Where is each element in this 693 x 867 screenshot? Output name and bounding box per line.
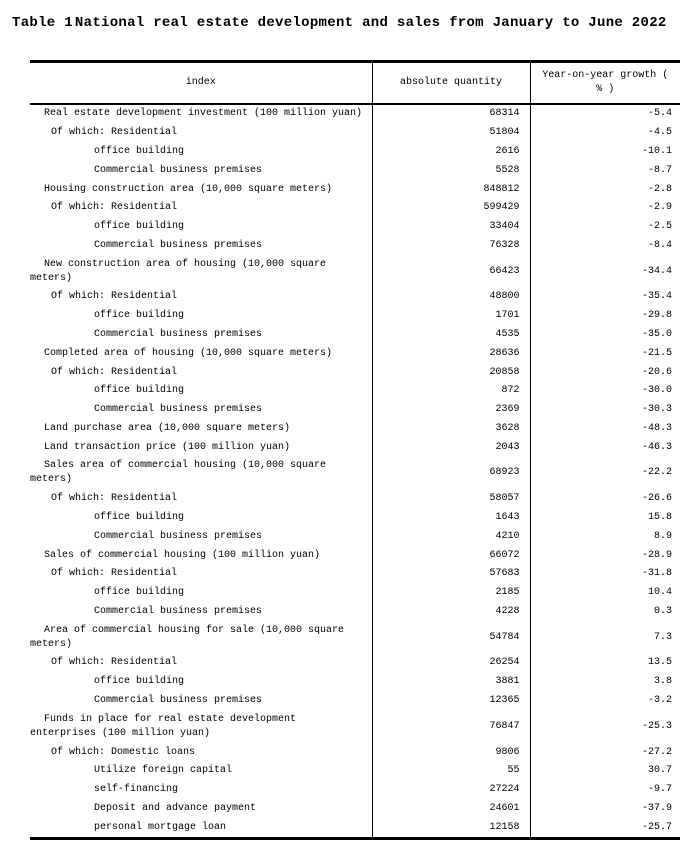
row-label: office building — [30, 584, 372, 603]
row-label: Of which: Residential — [30, 565, 372, 584]
row-yoy-growth: -20.6 — [641, 366, 672, 378]
row-absolute-quantity: 54784 — [372, 621, 530, 654]
row-label: Utilize foreign capital — [30, 762, 372, 781]
row-label: Of which: Residential — [30, 363, 372, 382]
row-label: Sales of commercial housing (100 million yuan) — [30, 546, 372, 565]
row-yoy-growth: -8.4 — [647, 239, 672, 251]
row-absolute-quantity: 848812 — [372, 180, 530, 199]
row-yoy-growth: -35.0 — [641, 328, 672, 340]
row-absolute-quantity: 2369 — [372, 401, 530, 420]
row-label: Area of commercial housing for sale (10,000 square meters) — [30, 621, 372, 654]
row-absolute-quantity: 51804 — [372, 124, 530, 143]
row-absolute-quantity: 4535 — [372, 326, 530, 345]
table-row — [30, 326, 680, 345]
row-absolute-quantity: 2043 — [372, 438, 530, 457]
row-yoy-growth: -30.0 — [641, 385, 672, 397]
row-absolute-quantity: 2185 — [372, 584, 530, 603]
row-label: Of which: Residential — [30, 199, 372, 218]
row-label: Commercial business premises — [30, 236, 372, 255]
row-absolute-quantity: 66072 — [372, 546, 530, 565]
table-row — [30, 143, 680, 162]
table-row — [30, 382, 680, 401]
row-absolute-quantity: 5528 — [372, 161, 530, 180]
table-row — [30, 438, 680, 457]
row-absolute-quantity: 599429 — [372, 199, 530, 218]
row-absolute-quantity: 12158 — [372, 818, 530, 838]
row-absolute-quantity: 76847 — [372, 710, 530, 743]
row-yoy-growth: -35.4 — [641, 291, 672, 303]
row-label: office building — [30, 509, 372, 528]
table-row — [30, 584, 680, 603]
table-row — [30, 199, 680, 218]
table-row — [30, 180, 680, 199]
row-label: Commercial business premises — [30, 161, 372, 180]
row-absolute-quantity: 76328 — [372, 236, 530, 255]
table-row — [30, 692, 680, 711]
row-yoy-growth: -31.8 — [641, 568, 672, 580]
table-title-text: National real estate development and sales from January to June 2022 — [74, 15, 667, 31]
row-absolute-quantity: 33404 — [372, 218, 530, 237]
table-row — [30, 818, 680, 838]
table-row — [30, 344, 680, 363]
row-yoy-growth: -5.4 — [647, 108, 672, 120]
table-row — [30, 288, 680, 307]
row-yoy-growth: -3.2 — [647, 695, 672, 707]
column-header-absolute-quantity: absolute quantity — [372, 62, 530, 105]
table-row — [30, 401, 680, 420]
row-absolute-quantity: 1643 — [372, 509, 530, 528]
row-yoy-growth: -37.9 — [641, 802, 672, 814]
table-row — [30, 527, 680, 546]
row-label: Deposit and advance payment — [30, 800, 372, 819]
row-yoy-growth: 10.4 — [647, 587, 672, 599]
table-row — [30, 762, 680, 781]
row-label: office building — [30, 307, 372, 326]
row-label: Commercial business premises — [30, 326, 372, 345]
row-label: Completed area of housing (10,000 square meters) — [30, 344, 372, 363]
row-yoy-growth: -26.6 — [641, 493, 672, 505]
row-yoy-growth: -21.5 — [641, 347, 672, 359]
row-label: Commercial business premises — [30, 527, 372, 546]
table-row — [30, 307, 680, 326]
table-row — [30, 509, 680, 528]
row-yoy-growth: -2.9 — [647, 202, 672, 214]
table-row — [30, 218, 680, 237]
row-absolute-quantity: 68923 — [372, 457, 530, 490]
row-absolute-quantity: 26254 — [372, 654, 530, 673]
row-absolute-quantity: 27224 — [372, 781, 530, 800]
row-yoy-growth: -29.8 — [641, 310, 672, 322]
row-absolute-quantity: 3881 — [372, 673, 530, 692]
row-label: Of which: Domestic loans — [30, 743, 372, 762]
row-yoy-growth: -9.7 — [647, 784, 672, 796]
table-row — [30, 603, 680, 622]
row-label: Of which: Residential — [30, 654, 372, 673]
row-yoy-growth: -46.3 — [641, 441, 672, 453]
row-yoy-growth: -8.7 — [647, 164, 672, 176]
table-title-number: Table 1 — [12, 15, 73, 31]
row-yoy-growth: -25.7 — [641, 821, 672, 833]
table-row — [30, 490, 680, 509]
table-row — [30, 800, 680, 819]
row-absolute-quantity: 2616 — [372, 143, 530, 162]
row-yoy-growth: -48.3 — [641, 422, 672, 434]
table-row — [30, 236, 680, 255]
header-row — [30, 62, 680, 105]
table-row — [30, 457, 680, 490]
row-absolute-quantity: 68314 — [372, 104, 530, 124]
row-label: Land transaction price (100 million yuan) — [30, 438, 372, 457]
row-label: Land purchase area (10,000 square meters) — [30, 420, 372, 439]
row-absolute-quantity: 24601 — [372, 800, 530, 819]
table-row — [30, 161, 680, 180]
row-label: office building — [30, 382, 372, 401]
table-row — [30, 621, 680, 654]
row-yoy-growth: 0.3 — [653, 605, 672, 617]
row-yoy-growth: -4.5 — [647, 127, 672, 139]
table-row — [30, 781, 680, 800]
row-absolute-quantity: 4210 — [372, 527, 530, 546]
row-yoy-growth: 7.3 — [653, 631, 672, 643]
row-yoy-growth: 3.8 — [653, 676, 672, 688]
row-label: office building — [30, 143, 372, 162]
row-yoy-growth: -30.3 — [641, 404, 672, 416]
table-row — [30, 565, 680, 584]
row-label: Sales area of commercial housing (10,000 square meters) — [30, 457, 372, 490]
table-row — [30, 546, 680, 565]
table-row — [30, 124, 680, 143]
row-label: Of which: Residential — [30, 124, 372, 143]
row-yoy-growth: 15.8 — [647, 512, 672, 524]
row-label: Commercial business premises — [30, 603, 372, 622]
table-row — [30, 104, 680, 124]
row-yoy-growth: -27.2 — [641, 746, 672, 758]
row-absolute-quantity: 20858 — [372, 363, 530, 382]
row-yoy-growth: -28.9 — [641, 549, 672, 561]
row-label: self-financing — [30, 781, 372, 800]
row-absolute-quantity: 4228 — [372, 603, 530, 622]
row-yoy-growth: 8.9 — [653, 530, 672, 542]
real-estate-stats-table — [30, 60, 680, 840]
row-label: Commercial business premises — [30, 401, 372, 420]
row-yoy-growth: -2.8 — [647, 183, 672, 195]
row-label: office building — [30, 218, 372, 237]
row-absolute-quantity: 12365 — [372, 692, 530, 711]
table-body — [30, 104, 680, 839]
column-header-yoy-growth: Year-on-year growth ( % ) — [530, 62, 680, 105]
row-label: Of which: Residential — [30, 490, 372, 509]
row-yoy-growth: 13.5 — [647, 657, 672, 669]
row-absolute-quantity: 57683 — [372, 565, 530, 584]
table-header — [30, 62, 680, 105]
table-row — [30, 743, 680, 762]
row-absolute-quantity: 48800 — [372, 288, 530, 307]
table-row — [30, 420, 680, 439]
row-label: New construction area of housing (10,000 square meters) — [30, 255, 372, 288]
row-label: Commercial business premises — [30, 692, 372, 711]
row-yoy-growth: -25.3 — [641, 720, 672, 732]
row-absolute-quantity: 58057 — [372, 490, 530, 509]
row-label: Funds in place for real estate development enterprises (100 million yuan) — [30, 710, 372, 743]
row-label: personal mortgage loan — [30, 818, 372, 838]
table-row — [30, 710, 680, 743]
row-absolute-quantity: 66423 — [372, 255, 530, 288]
column-header-index: index — [30, 62, 372, 105]
row-absolute-quantity: 28636 — [372, 344, 530, 363]
row-absolute-quantity: 872 — [372, 382, 530, 401]
table-row — [30, 654, 680, 673]
row-yoy-growth: 30.7 — [647, 765, 672, 777]
row-label: Housing construction area (10,000 square meters) — [30, 180, 372, 199]
row-absolute-quantity: 9806 — [372, 743, 530, 762]
row-label: Real estate development investment (100 million yuan) — [30, 104, 372, 124]
row-absolute-quantity: 3628 — [372, 420, 530, 439]
row-absolute-quantity: 1701 — [372, 307, 530, 326]
row-yoy-growth: -2.5 — [647, 221, 672, 233]
row-yoy-growth: -10.1 — [641, 145, 672, 157]
row-yoy-growth: -22.2 — [641, 467, 672, 479]
table-row — [30, 363, 680, 382]
row-absolute-quantity: 55 — [372, 762, 530, 781]
row-label: Of which: Residential — [30, 288, 372, 307]
table-title — [12, 13, 693, 33]
table-row — [30, 255, 680, 288]
row-yoy-growth: -34.4 — [641, 265, 672, 277]
table-row — [30, 673, 680, 692]
row-label: office building — [30, 673, 372, 692]
